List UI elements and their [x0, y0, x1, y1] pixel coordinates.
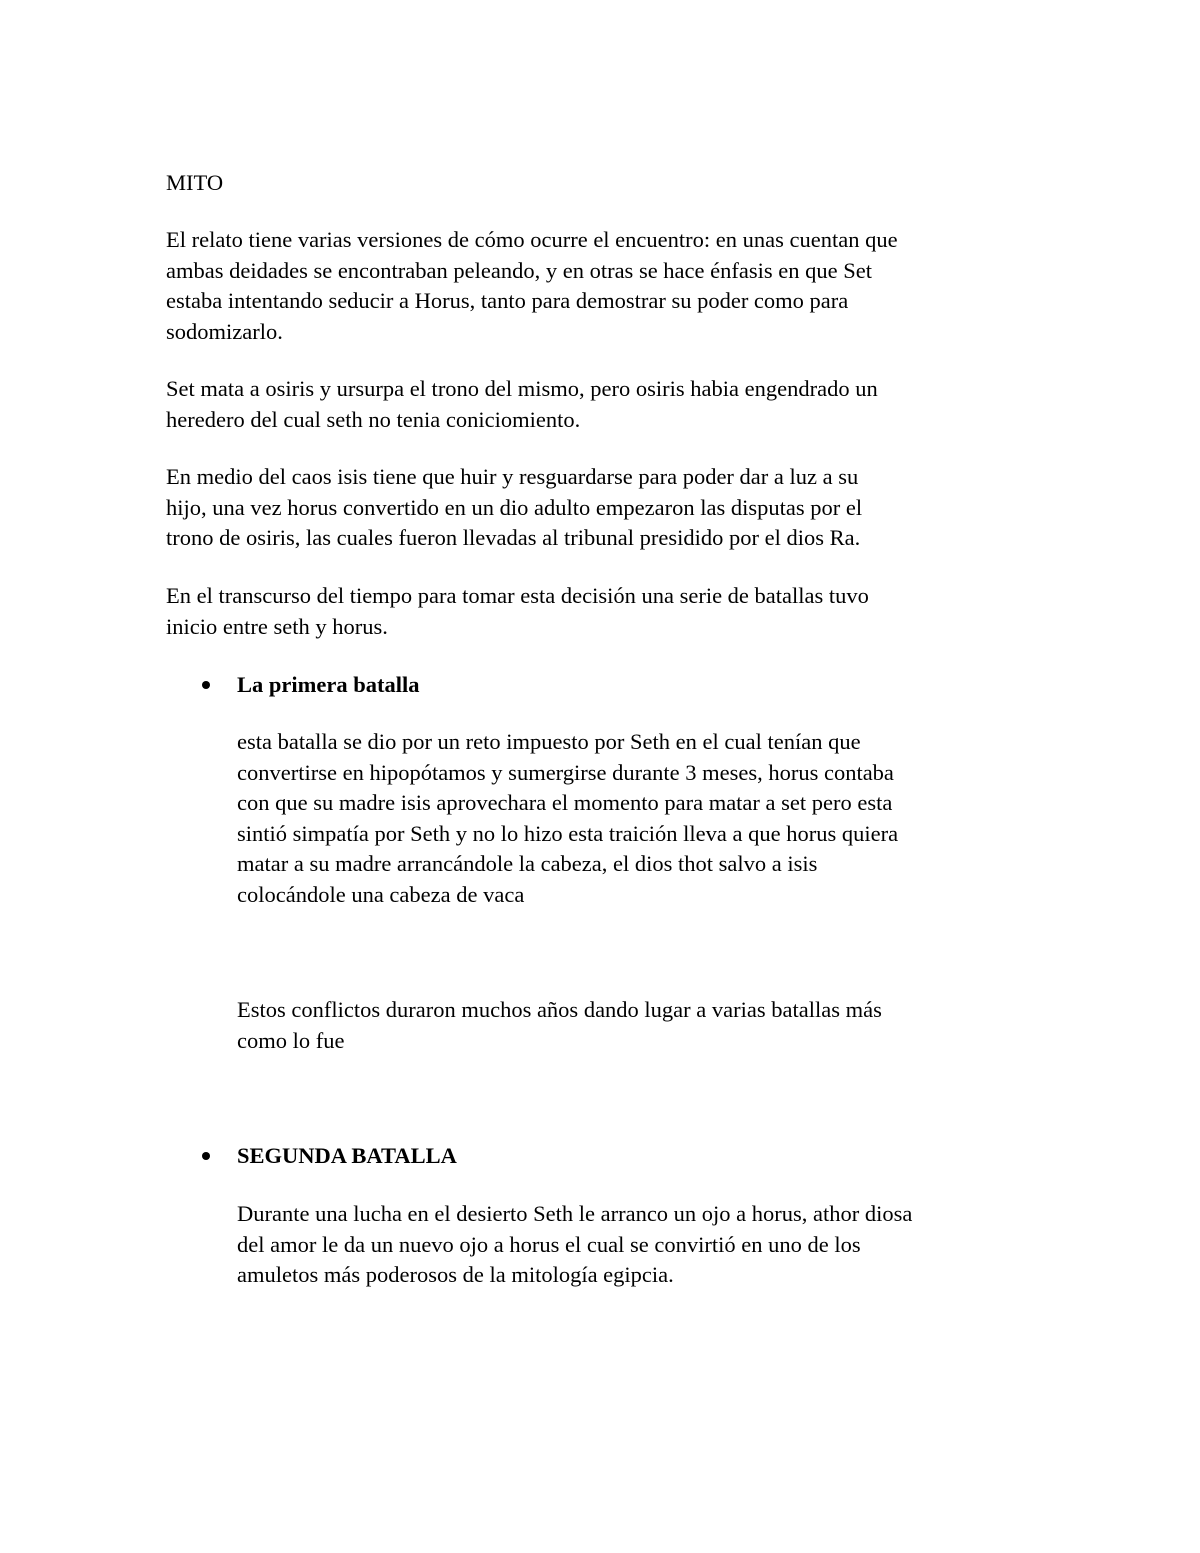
- section-paragraph-second-battle: [237, 1199, 1067, 1291]
- bullet-icon: [199, 678, 213, 692]
- paragraph-line: sodomizarlo.: [166, 318, 283, 344]
- paragraph-isis-horus: [166, 462, 1066, 554]
- paragraph-line: heredero del cual seth no tenia coniciomiento.: [166, 406, 581, 432]
- section-paragraph-first-battle: [237, 727, 1067, 910]
- paragraph-line: con que su madre isis aprovechara el momento para matar a set pero esta: [237, 790, 893, 815]
- paragraph-line: del amor le da un nuevo ojo a horus el cual se convirtió en uno de los: [237, 1231, 861, 1257]
- section-heading-text: La primera batalla: [237, 672, 420, 697]
- document-title: [166, 168, 1066, 199]
- paragraph-line: inicio entre seth y horus.: [166, 613, 388, 639]
- section-heading-first-battle: [237, 670, 1067, 701]
- title-text: MITO: [166, 170, 224, 195]
- paragraph-line: El relato tiene varias versiones de cómo ocurre el encuentro: en unas cuentan que: [166, 227, 898, 252]
- paragraph-line: Set mata a osiris y ursurpa el trono del mismo, pero osiris habia engendrado un: [166, 376, 878, 401]
- paragraph-battles-intro: [166, 581, 1066, 642]
- section-paragraph-conflicts: [237, 995, 1067, 1056]
- bullet-dot: [202, 681, 210, 689]
- paragraph-line: estaba intentando seducir a Horus, tanto para demostrar su poder como para: [166, 288, 849, 313]
- paragraph-line: trono de osiris, las cuales fueron llevadas al tribunal presidido por el dios Ra.: [166, 525, 861, 550]
- paragraph-line: En medio del caos isis tiene que huir y resguardarse para poder dar a luz a su: [166, 464, 859, 489]
- section-heading-second-battle: [237, 1141, 1067, 1172]
- paragraph-line: como lo fue: [237, 1027, 345, 1053]
- paragraph-set-osiris: [166, 374, 1066, 435]
- bullet-icon: [199, 1149, 213, 1163]
- paragraph-line: convertirse en hipopótamos y sumergirse durante 3 meses, horus contaba: [237, 759, 894, 785]
- paragraph-line: amuletos más poderosos de la mitología egipcia.: [237, 1262, 674, 1287]
- bullet-dot: [202, 1152, 210, 1160]
- paragraph-line: Durante una lucha en el desierto Seth le arranco un ojo a horus, athor diosa: [237, 1201, 913, 1226]
- section-heading-text: SEGUNDA BATALLA: [237, 1143, 457, 1168]
- paragraph-line: sintió simpatía por Seth y no lo hizo esta traición lleva a que horus quiera: [237, 820, 899, 846]
- paragraph-line: colocándole una cabeza de vaca: [237, 881, 525, 907]
- paragraph-line: esta batalla se dio por un reto impuesto por Seth en el cual tenían que: [237, 729, 861, 754]
- paragraph-line: hijo, una vez horus convertido en un dio adulto empezaron las disputas por el: [166, 494, 863, 520]
- paragraph-line: Estos conflictos duraron muchos años dando lugar a varias batallas más: [237, 997, 882, 1022]
- paragraph-line: matar a su madre arrancándole la cabeza, el dios thot salvo a isis: [237, 851, 818, 876]
- paragraph-intro: [166, 225, 1066, 347]
- paragraph-line: ambas deidades se encontraban peleando, y en otras se hace énfasis en que Set: [166, 257, 872, 283]
- paragraph-line: En el transcurso del tiempo para tomar esta decisión una serie de batallas tuvo: [166, 583, 869, 608]
